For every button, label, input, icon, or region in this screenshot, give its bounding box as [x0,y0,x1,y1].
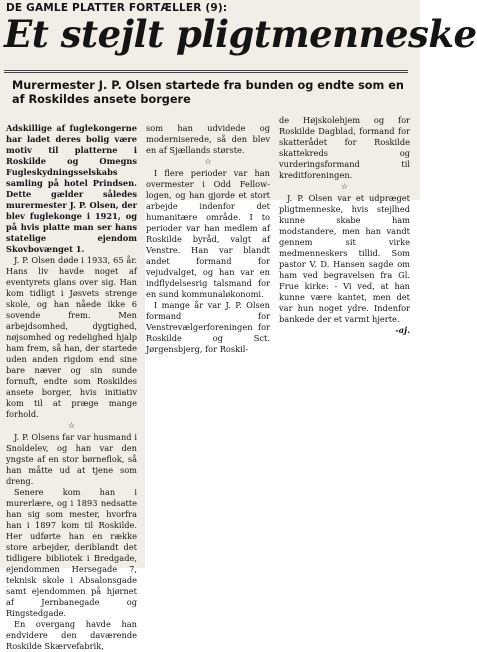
lead-paragraph: Adskillige af fuglekongerne har ladet deres bolig være motiv til platterne i Roskilde og Omegns Fugleskydningsselskabs samling på hotel Prindsen. Dette gælder således murermester J. P. Olsen, der blev fuglekonge i 1921, og på hvis platte man ser hans statelige ejendom Skovbovænget 1. [6,123,137,254]
article-paragraph: J. P. Olsen var et udpræget pligtmenneske, hvis stejlhed kunne skabe ham modstandere, men han vandt gennem sit virke medmenneskers tillid. Som pastor V. D. Hansen sagde om ham ved begravelsen fra Gl. Frue kirke: - Vi ved, at han kunne være kantet, men det var hun noget ydre. Indenfor bankede der et varmt hjerte. [279,193,410,324]
author-signature: -aj. [395,325,410,335]
article-paragraph: som han udvidede og moderniserede, så den blev en af Sjællands største. [146,123,270,155]
section-divider-star-icon: ☆ [204,157,212,166]
subheadline: Murermester J. P. Olsen startede fra bunden og endte som en af Roskildes ansete borgere [12,79,404,106]
article-column-2 [146,123,270,355]
article-paragraph: de Højskolehjem og for Roskilde Dagblad, formand for skatterådet for Roskilde skattekreds og vurderingsformand til kreditforeningen. [279,115,410,180]
article-paragraph: I mange år var J. P. Olsen formand for Venstrevælgerforeningen for Roskilde og Sct. Jørgensbjerg, for Roskil- [146,300,270,354]
headline-rule-top [4,70,408,71]
headline-rule-bottom [4,72,408,73]
article-paragraph: J. P. Olsen døde i 1933, 65 år. Hans liv havde noget af eventyrets glans over sig. Han kom tidligt i Jøsvets strenge skole, og han nåede ikke 6 sovende frem. Men arbejdsomhed, dygtighed, nøjsomhed og redelighed hjalp ham frem, så han, der startede uden anden rigdom end sine bare næver og sin sunde fornuft, endte som Roskildes ansete borger, hvis initiativ kom til at præge mange forhold. [6,255,137,419]
article-paragraph: En overgang havde han endvidere den daværende Roskilde Skærvefabrik, [6,619,137,651]
article-column-1 [6,123,137,652]
series-kicker: DE GAMLE PLATTER FORTÆLLER (9): [6,2,228,14]
article-paragraph: J. P. Olsens far var husmand i Snoldelev, og han var den yngste af en stor børneflok, så han måtte ud at tjene som dreng. [6,432,137,486]
section-divider-star-icon: ☆ [340,182,349,191]
article-paragraph: Senere kom han i murerlære, og i 1893 nedsatte han sig som mester, hvorfra han i 1897 kom til Roskilde. Her udførte han en række store arbejder, deriblandt det tidligere bibliotek i Bredgade, ejendommen Hersegade 7, teknisk skole i Absalonsgade samt ejendommen på hjørnet af Jernbanegade og Ringstedgade. [6,487,137,618]
article-paragraph: I flere perioder var han overmester i Odd Fellow-logen, og han gjorde et stort arbejde indenfor det humanitære område. I to perioder var han medlem af Roskilde byråd, valgt af Venstre. Han var blandt andet formand for vejudvalget, og han var en indflydelsesrig talsmand for en sund kommunaløkonomi. [146,168,270,299]
headline: Et stejlt pligtmenneske [4,12,477,56]
section-divider-star-icon: ☆ [67,421,76,430]
article-column-3 [279,115,410,336]
